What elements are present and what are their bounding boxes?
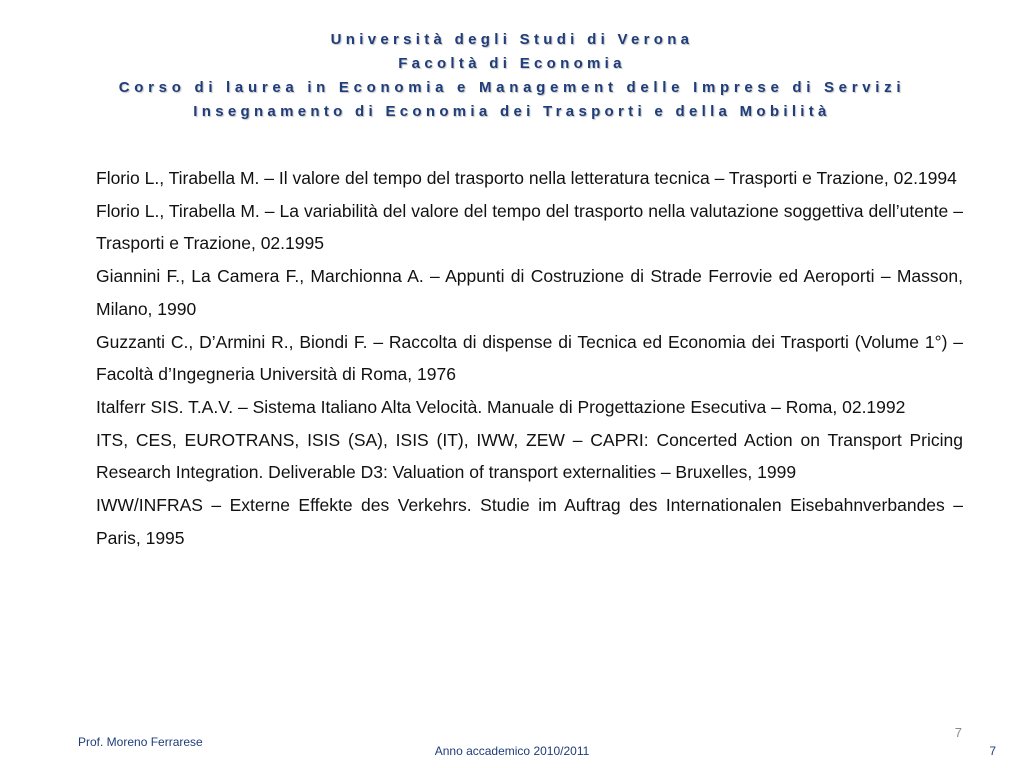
footer-author: Prof. Moreno Ferrarese	[78, 735, 203, 749]
reference-item: Guzzanti C., D’Armini R., Biondi F. – Raccolta di dispense di Tecnica ed Economia dei Trasporti (Volume 1°) – Facoltà d’Ingegneria Università di Roma, 1976	[96, 331, 963, 385]
slide-number-placeholder: 7	[954, 725, 962, 740]
reference-item: ITS, CES, EUROTRANS, ISIS (SA), ISIS (IT), IWW, ZEW – CAPRI: Concerted Action on Transport Pricing Research Integration. Deliverable D3: Valuation of transport externalities – Bruxelles, 1999	[96, 429, 963, 483]
bibliography-list	[96, 162, 963, 554]
slide-header	[0, 28, 1024, 124]
reference-item: Florio L., Tirabella M. – Il valore del tempo del trasporto nella letteratura tecnica – Trasporti e Trazione, 02.1994	[96, 168, 957, 188]
footer-academic-year: Anno accademico 2010/2011	[434, 744, 590, 758]
header-course: Corso di laurea in Economia e Management delle Imprese di Servizi	[118, 79, 906, 96]
footer-page-number: 7	[989, 744, 996, 758]
header-subject: Insegnamento di Economia dei Trasporti e della Mobilità	[193, 103, 831, 120]
reference-item: Italferr SIS. T.A.V. – Sistema Italiano Alta Velocità. Manuale di Progettazione Esecutiva – Roma, 02.1992	[96, 396, 906, 417]
reference-item: IWW/INFRAS – Externe Effekte des Verkehrs. Studie im Auftrag des Internationalen Eisebahnverbandes – Paris, 1995	[96, 495, 963, 548]
reference-item: Florio L., Tirabella M. – La variabilità del valore del tempo del trasporto nella valutazione soggettiva dell’utente – Trasporti e Trazione, 02.1995	[96, 200, 963, 254]
header-university: Università degli Studi di Verona	[330, 31, 694, 48]
header-faculty: Facoltà di Economia	[398, 55, 626, 72]
reference-item: Giannini F., La Camera F., Marchionna A. – Appunti di Costruzione di Strade Ferrovie ed Aeroporti – Masson, Milano, 1990	[96, 266, 963, 319]
